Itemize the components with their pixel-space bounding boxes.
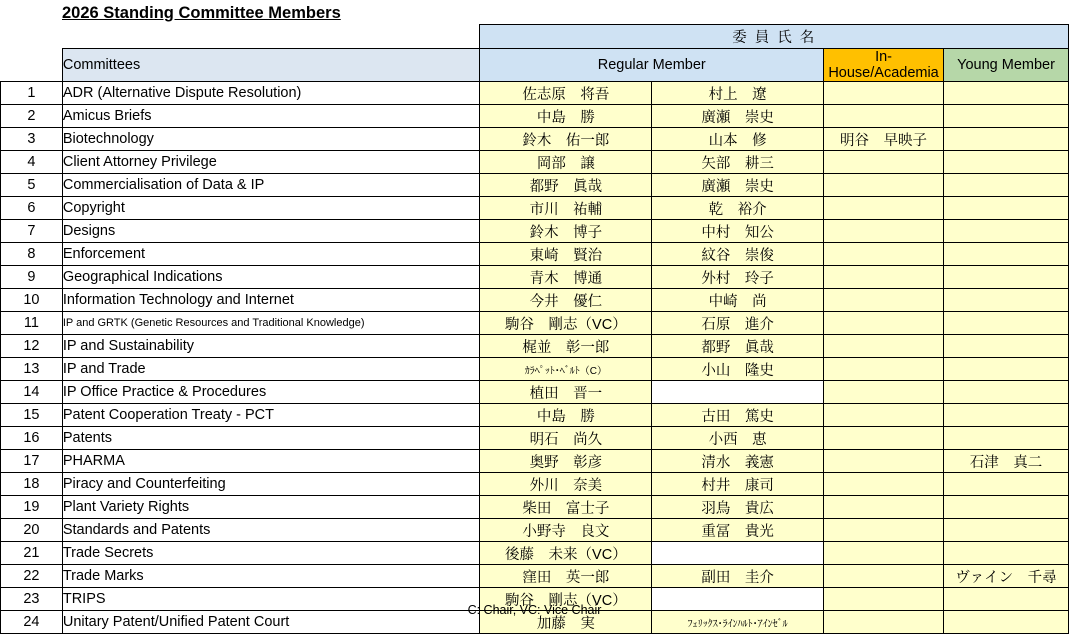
committee-name: Trade Marks	[62, 565, 480, 588]
regular-member-1: 東崎 賢治	[480, 243, 652, 266]
inhouse-academia-member	[824, 174, 944, 197]
regular-member-1: 駒谷 剛志（VC）	[480, 312, 652, 335]
committee-name: Plant Variety Rights	[62, 496, 480, 519]
row-number: 14	[1, 381, 63, 404]
inhouse-academia-member	[824, 565, 944, 588]
table-row	[1, 496, 1069, 519]
young-member	[944, 312, 1069, 335]
row-number: 23	[1, 588, 63, 611]
table-row	[1, 128, 1069, 151]
regular-member-1: 青木 博通	[480, 266, 652, 289]
young-member	[944, 289, 1069, 312]
inhouse-academia-member	[824, 312, 944, 335]
inhouse-academia-member: 明谷 早映子	[824, 128, 944, 151]
regular-member-1: 植田 晋一	[480, 381, 652, 404]
table-row	[1, 243, 1069, 266]
committee-name: IP and Trade	[62, 358, 480, 381]
header-spacer-number	[1, 25, 63, 49]
committee-name: Unitary Patent/Unified Patent Court	[62, 611, 480, 634]
regular-member-1: 市川 祐輔	[480, 197, 652, 220]
regular-member-2: 清水 義憲	[652, 450, 824, 473]
table-row	[1, 220, 1069, 243]
footnote: C: Chair, VC: Vice Chair	[467, 603, 602, 617]
regular-member-1: 柴田 富士子	[480, 496, 652, 519]
table-row	[1, 174, 1069, 197]
regular-member-1: 窪田 英一郎	[480, 565, 652, 588]
inhouse-academia-member	[824, 542, 944, 565]
row-number: 12	[1, 335, 63, 358]
regular-member-2: 都野 眞哉	[652, 335, 824, 358]
young-member	[944, 243, 1069, 266]
young-member: ヴァイン 千尋	[944, 565, 1069, 588]
header-row-labels	[1, 49, 1069, 82]
inhouse-academia-member	[824, 243, 944, 266]
regular-member-2: 外村 玲子	[652, 266, 824, 289]
committee-name: Information Technology and Internet	[62, 289, 480, 312]
header-spacer-number-2	[1, 49, 63, 82]
row-number: 16	[1, 427, 63, 450]
committee-members-table	[0, 24, 1069, 634]
committee-name: Commercialisation of Data & IP	[62, 174, 480, 197]
row-number: 11	[1, 312, 63, 335]
page-title: 2026 Standing Committee Members	[62, 4, 341, 22]
committee-name: Trade Secrets	[62, 542, 480, 565]
young-member	[944, 266, 1069, 289]
inhouse-academia-member	[824, 519, 944, 542]
table-row	[1, 312, 1069, 335]
regular-member-1: ｶﾗﾍﾟｯﾄ･ﾍﾞﾙﾄ（C）	[480, 358, 652, 381]
row-number: 2	[1, 105, 63, 128]
table-row	[1, 450, 1069, 473]
regular-member-2: ﾌｪﾘｯｸｽ･ﾗｲﾝﾊﾙﾄ･ｱｲﾝｾﾞﾙ	[652, 611, 824, 634]
young-member: 石津 真二	[944, 450, 1069, 473]
inhouse-academia-member	[824, 197, 944, 220]
regular-member-2	[652, 381, 824, 404]
inhouse-academia-member	[824, 404, 944, 427]
table-row	[1, 473, 1069, 496]
young-member	[944, 220, 1069, 243]
young-member	[944, 496, 1069, 519]
committee-name: Amicus Briefs	[62, 105, 480, 128]
regular-member-2: 副田 圭介	[652, 565, 824, 588]
young-member	[944, 128, 1069, 151]
header-inhouse-academia: In-House/Academia	[824, 49, 944, 82]
inhouse-academia-member	[824, 496, 944, 519]
row-number: 22	[1, 565, 63, 588]
committee-name: Patent Cooperation Treaty - PCT	[62, 404, 480, 427]
inhouse-academia-member	[824, 427, 944, 450]
row-number: 8	[1, 243, 63, 266]
committee-name: Patents	[62, 427, 480, 450]
header-spacer-committees	[62, 25, 480, 49]
header-young-member: Young Member	[944, 49, 1069, 82]
table-row	[1, 82, 1069, 105]
committee-name: ADR (Alternative Dispute Resolution)	[62, 82, 480, 105]
committee-name: Biotechnology	[62, 128, 480, 151]
regular-member-2: 村井 康司	[652, 473, 824, 496]
regular-member-2: 古田 篤史	[652, 404, 824, 427]
inhouse-academia-member	[824, 381, 944, 404]
row-number: 3	[1, 128, 63, 151]
regular-member-1: 鈴木 佑一郎	[480, 128, 652, 151]
inhouse-academia-member	[824, 82, 944, 105]
table-row	[1, 151, 1069, 174]
table-row	[1, 105, 1069, 128]
row-number: 13	[1, 358, 63, 381]
table-row	[1, 404, 1069, 427]
regular-member-2: 重冨 貴光	[652, 519, 824, 542]
table-row	[1, 565, 1069, 588]
young-member	[944, 335, 1069, 358]
young-member	[944, 519, 1069, 542]
young-member	[944, 404, 1069, 427]
young-member	[944, 151, 1069, 174]
table-header	[1, 25, 1069, 82]
inhouse-academia-member	[824, 289, 944, 312]
regular-member-1: 中島 勝	[480, 404, 652, 427]
table-row	[1, 381, 1069, 404]
committee-name: Piracy and Counterfeiting	[62, 473, 480, 496]
row-number: 15	[1, 404, 63, 427]
young-member	[944, 542, 1069, 565]
committee-name: IP Office Practice & Procedures	[62, 381, 480, 404]
committee-name: PHARMA	[62, 450, 480, 473]
regular-member-2: 山本 修	[652, 128, 824, 151]
committee-name: Designs	[62, 220, 480, 243]
regular-member-1: 後藤 未来（VC）	[480, 542, 652, 565]
regular-member-2: 石原 進介	[652, 312, 824, 335]
row-number: 4	[1, 151, 63, 174]
regular-member-1: 加藤 実	[480, 611, 652, 634]
regular-member-1: 奥野 彰彦	[480, 450, 652, 473]
regular-member-2: 紋谷 崇俊	[652, 243, 824, 266]
table-row	[1, 197, 1069, 220]
row-number: 5	[1, 174, 63, 197]
young-member	[944, 105, 1069, 128]
row-number: 21	[1, 542, 63, 565]
row-number: 20	[1, 519, 63, 542]
inhouse-academia-member	[824, 450, 944, 473]
inhouse-academia-member	[824, 473, 944, 496]
row-number: 7	[1, 220, 63, 243]
inhouse-academia-member	[824, 335, 944, 358]
young-member	[944, 381, 1069, 404]
regular-member-1: 明石 尚久	[480, 427, 652, 450]
young-member	[944, 197, 1069, 220]
inhouse-academia-member	[824, 358, 944, 381]
regular-member-1: 岡部 譲	[480, 151, 652, 174]
committee-name: Copyright	[62, 197, 480, 220]
young-member	[944, 358, 1069, 381]
inhouse-academia-member	[824, 105, 944, 128]
committee-name: Geographical Indications	[62, 266, 480, 289]
regular-member-1: 鈴木 博子	[480, 220, 652, 243]
row-number: 19	[1, 496, 63, 519]
header-group-label: 委 員 氏 名	[480, 25, 1069, 49]
regular-member-1: 今井 優仁	[480, 289, 652, 312]
regular-member-2: 村上 遼	[652, 82, 824, 105]
row-number: 6	[1, 197, 63, 220]
regular-member-2: 中村 知公	[652, 220, 824, 243]
inhouse-academia-member	[824, 151, 944, 174]
regular-member-1: 梶並 彰一郎	[480, 335, 652, 358]
committee-name: Enforcement	[62, 243, 480, 266]
committee-name: TRIPS	[62, 588, 480, 611]
regular-member-2	[652, 542, 824, 565]
young-member	[944, 473, 1069, 496]
table-row	[1, 427, 1069, 450]
young-member	[944, 427, 1069, 450]
regular-member-2: 中崎 尚	[652, 289, 824, 312]
committee-name: IP and Sustainability	[62, 335, 480, 358]
row-number: 1	[1, 82, 63, 105]
row-number: 17	[1, 450, 63, 473]
inhouse-academia-member	[824, 220, 944, 243]
committee-name: IP and GRTK (Genetic Resources and Traditional Knowledge)	[62, 312, 480, 335]
inhouse-academia-member	[824, 266, 944, 289]
regular-member-2: 羽鳥 貴広	[652, 496, 824, 519]
regular-member-2: 小西 恵	[652, 427, 824, 450]
committee-name: Standards and Patents	[62, 519, 480, 542]
regular-member-1: 駒谷 剛志（VC）	[480, 588, 652, 611]
regular-member-1: 中島 勝	[480, 105, 652, 128]
header-row-group	[1, 25, 1069, 49]
header-committees: Committees	[62, 49, 480, 82]
young-member	[944, 174, 1069, 197]
table-row	[1, 358, 1069, 381]
regular-member-2: 廣瀬 崇史	[652, 174, 824, 197]
regular-member-1: 都野 眞哉	[480, 174, 652, 197]
regular-member-2: 矢部 耕三	[652, 151, 824, 174]
row-number: 24	[1, 611, 63, 634]
table-body	[1, 82, 1069, 634]
regular-member-1: 外川 奈美	[480, 473, 652, 496]
table-row	[1, 266, 1069, 289]
table-row	[1, 289, 1069, 312]
row-number: 10	[1, 289, 63, 312]
table-row	[1, 335, 1069, 358]
regular-member-2: 乾 裕介	[652, 197, 824, 220]
table-row	[1, 519, 1069, 542]
row-number: 18	[1, 473, 63, 496]
regular-member-1: 小野寺 良文	[480, 519, 652, 542]
row-number: 9	[1, 266, 63, 289]
committee-name: Client Attorney Privilege	[62, 151, 480, 174]
header-regular-member: Regular Member	[480, 49, 824, 82]
regular-member-2: 廣瀬 崇史	[652, 105, 824, 128]
regular-member-2: 小山 隆史	[652, 358, 824, 381]
regular-member-1: 佐志原 将吾	[480, 82, 652, 105]
table-row	[1, 542, 1069, 565]
young-member	[944, 82, 1069, 105]
